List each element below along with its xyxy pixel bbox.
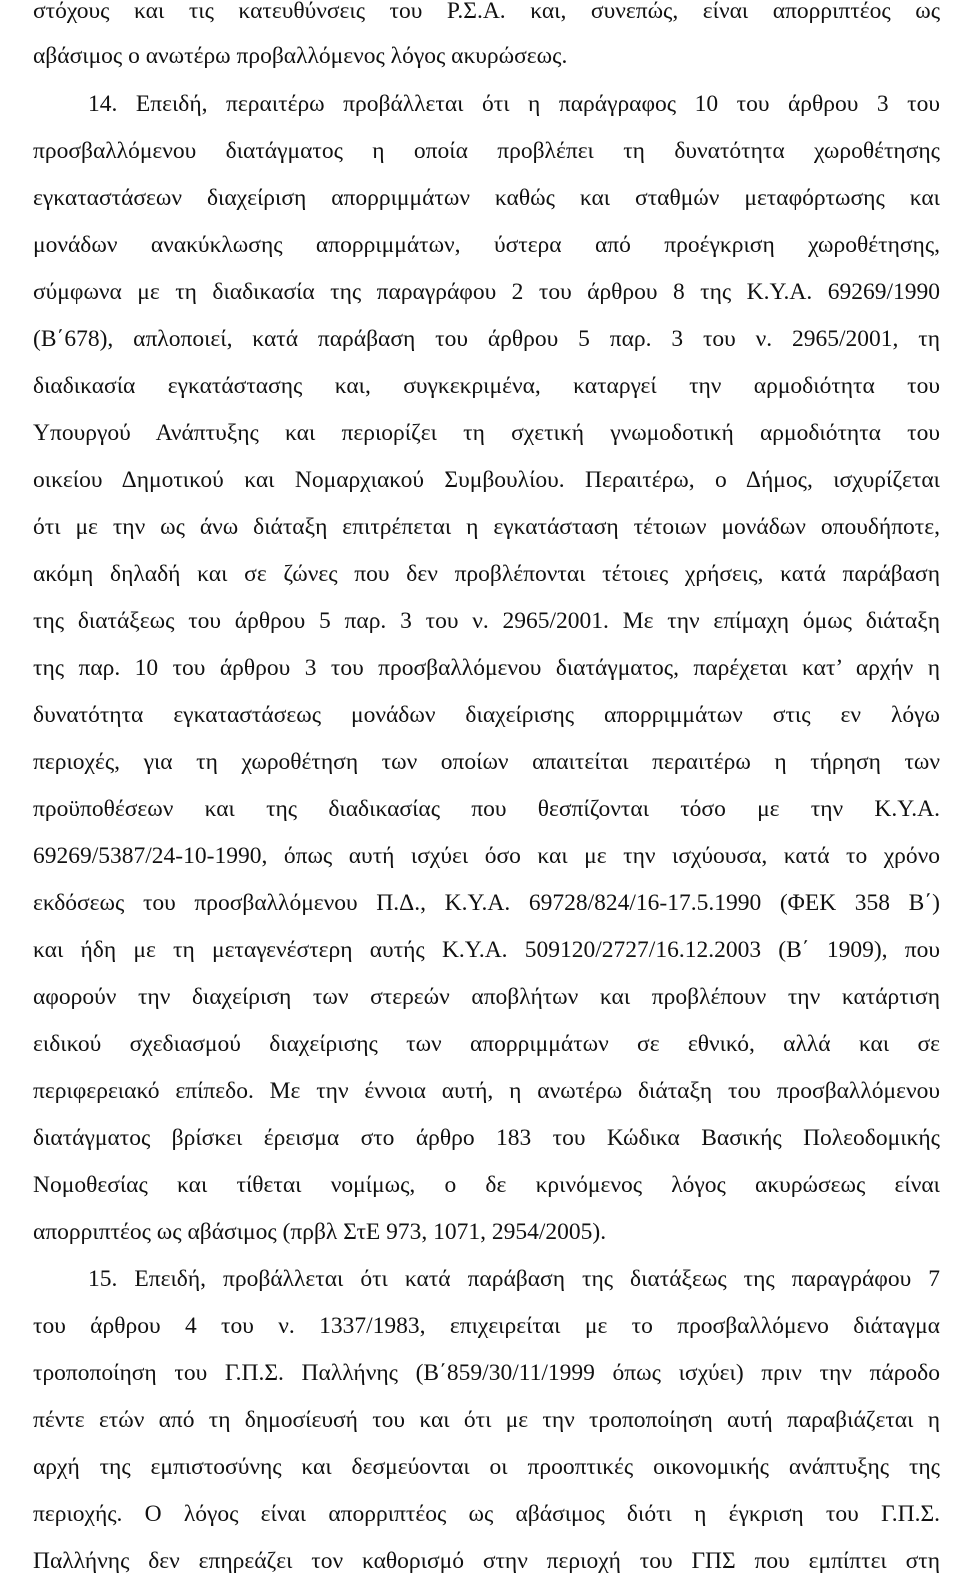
text-line: αφορούν την διαχείριση των στερεών αποβλήτων και προβλέπουν την κατάρτιση (33, 984, 940, 1010)
text-line: μονάδων ανακύκλωσης απορριμμάτων, ύστερα από προέγκριση χωροθέτησης, (33, 232, 940, 258)
text-line: Νομοθεσίας και τίθεται νομίμως, ο δε κρινόμενος λόγος ακυρώσεως είναι (33, 1172, 940, 1198)
text-line: προϋποθέσεων και της διαδικασίας που θεσπίζονται τόσο με την Κ.Υ.Α. (33, 796, 940, 822)
paragraph-14-start: 14. Επειδή, περαιτέρω προβάλλεται ότι η παράγραφος 10 του άρθρου 3 του (88, 91, 940, 117)
text-line: περιοχής. Ο λόγος είναι απορριπτέος ως αβάσιμος διότι η έγκριση του Γ.Π.Σ. (33, 1501, 940, 1527)
text-line: πέντε ετών από τη δημοσίευσή του και ότι με την τροποποίηση αυτή παραβιάζεται η (33, 1407, 940, 1433)
text-line: αβάσιμος ο ανωτέρω προβαλλόμενος λόγος ακυρώσεως. (33, 43, 568, 69)
text-line: δυνατότητα εγκαταστάσεως μονάδων διαχείρισης απορριμμάτων στις εν λόγω (33, 702, 940, 728)
text-line: της παρ. 10 του άρθρου 3 του προσβαλλόμενου διατάγματος, παρέχεται κατ’ αρχήν η (33, 655, 940, 681)
text-line: ειδικού σχεδιασμού διαχείρισης των απορριμμάτων σε εθνικό, αλλά και σε (33, 1031, 940, 1057)
text-line: (Β΄678), απλοποιεί, κατά παράβαση του άρθρου 5 παρ. 3 του ν. 2965/2001, τη (33, 326, 940, 352)
text-line: διατάγματος βρίσκει έρεισμα στο άρθρο 183 του Κώδικα Βασικής Πολεοδομικής (33, 1125, 940, 1151)
text-line: Παλλήνης δεν επηρεάζει τον καθορισμό στην περιοχή του ΓΠΣ που εμπίπτει στη (33, 1548, 940, 1574)
text-line: οικείου Δημοτικού και Νομαρχιακού Συμβουλίου. Περαιτέρω, ο Δήμος, ισχυρίζεται (33, 467, 940, 493)
text-line: περιοχές, για τη χωροθέτηση των οποίων απαιτείται περαιτέρω η τήρηση των (33, 749, 940, 775)
text-line: σύμφωνα με τη διαδικασία της παραγράφου 2 του άρθρου 8 της Κ.Υ.Α. 69269/1990 (33, 279, 940, 305)
text-line: τροποποίηση του Γ.Π.Σ. Παλλήνης (Β΄859/30/11/1999 όπως ισχύει) πριν την πάροδο (33, 1360, 940, 1386)
text-line: και ήδη με τη μεταγενέστερη αυτής Κ.Υ.Α. 509120/2727/16.12.2003 (Β΄ 1909), που (33, 937, 940, 963)
text-line: στόχους και τις κατευθύνσεις του Ρ.Σ.Α. και, συνεπώς, είναι απορριπτέος ως (33, 0, 940, 24)
text-line: ακόμη δηλαδή και σε ζώνες που δεν προβλέπονται τέτοιες χρήσεις, κατά παράβαση (33, 561, 940, 587)
text-line: εκδόσεως του προσβαλλόμενου Π.Δ., Κ.Υ.Α. 69728/824/16-17.5.1990 (ΦΕΚ 358 Β΄) (33, 890, 940, 916)
paragraph-15-start: 15. Επειδή, προβάλλεται ότι κατά παράβαση της διατάξεως της παραγράφου 7 (88, 1266, 940, 1292)
text-line: περιφερειακό επίπεδο. Με την έννοια αυτή, η ανωτέρω διάταξη του προσβαλλόμενου (33, 1078, 940, 1104)
text-line: Υπουργού Ανάπτυξης και περιορίζει τη σχετική γνωμοδοτική αρμοδιότητα του (33, 420, 940, 446)
text-line: εγκαταστάσεων διαχείριση απορριμμάτων καθώς και σταθμών μεταφόρτωσης και (33, 185, 940, 211)
text-line: προσβαλλόμενου διατάγματος η οποία προβλέπει τη δυνατότητα χωροθέτησης (33, 138, 940, 164)
text-line: απορριπτέος ως αβάσιμος (πρβλ ΣτΕ 973, 1071, 2954/2005). (33, 1219, 607, 1245)
text-line: της διατάξεως του άρθρου 5 παρ. 3 του ν. 2965/2001. Με την επίμαχη όμως διάταξη (33, 608, 940, 634)
text-line: ότι με την ως άνω διάταξη επιτρέπεται η εγκατάσταση τέτοιων μονάδων οπουδήποτε, (33, 514, 940, 540)
text-line: διαδικασία εγκατάστασης και, συγκεκριμένα, καταργεί την αρμοδιότητα του (33, 373, 940, 399)
text-line: αρχή της εμπιστοσύνης και δεσμεύονται οι προοπτικές οικονομικής ανάπτυξης της (33, 1454, 940, 1480)
text-line: 69269/5387/24-10-1990, όπως αυτή ισχύει όσο και με την ισχύουσα, κατά το χρόνο (33, 843, 940, 869)
text-line: του άρθρου 4 του ν. 1337/1983, επιχειρείται με το προσβαλλόμενο διάταγμα (33, 1313, 940, 1339)
